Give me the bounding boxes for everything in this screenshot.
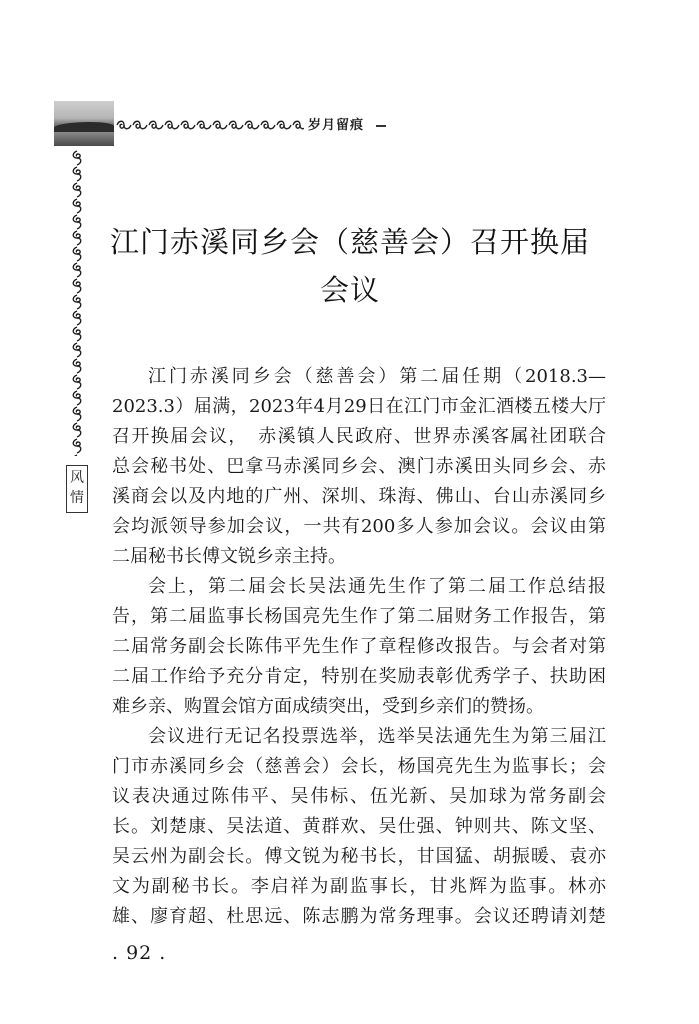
- body-line: 会均派领导参加会议，一共有200多人参加会议。会议由第: [112, 516, 606, 537]
- body-line: 文为副秘书长。李启祥为副监事长，甘兆辉为监事。林亦: [112, 876, 606, 897]
- body-line: 会上，第二届会长吴法通先生作了第二届工作总结报: [148, 576, 606, 597]
- body-line: 二届常务副会长陈伟平先生作了章程修改报告。与会者对第: [112, 636, 606, 657]
- body-line: 2023.3）届满，2023年4月29日在江门市金汇酒楼五楼大厅: [112, 396, 606, 417]
- horizontal-ornament-border: [116, 119, 304, 131]
- body-line: 雄、廖育超、杜思远、陈志鹏为常务理事。会议还聘请刘楚: [112, 906, 606, 927]
- side-label-char-2: 情: [70, 490, 84, 506]
- body-line: 告，第二届监事长杨国亮先生作了第二届财务工作报告，第: [112, 606, 606, 627]
- body-line: 总会秘书处、巴拿马赤溪同乡会、澳门赤溪田头同乡会、赤: [112, 456, 606, 477]
- body-line: 吴云州为副会长。傅文锐为秘书长，甘国猛、胡振暖、袁亦: [112, 846, 606, 867]
- page-number: . 92 .: [112, 942, 167, 964]
- body-line: 召开换届会议， 赤溪镇人民政府、世界赤溪客属社团联合: [112, 426, 606, 447]
- header-photo: [54, 101, 114, 146]
- side-label-char-1: 风: [70, 470, 84, 486]
- article-title-line-1: 江门赤溪同乡会（慈善会）召开换届: [109, 225, 590, 259]
- body-line: 二届秘书长傅文锐乡亲主持。: [112, 546, 346, 567]
- body-line: 议表决通过陈伟平、吴伟标、伍光新、吴加球为常务副会: [112, 786, 606, 807]
- section-label: 岁月留痕: [308, 118, 365, 133]
- section-rule: [376, 125, 386, 127]
- article-title-line-2: 会议: [319, 273, 380, 307]
- body-line: 难乡亲、购置会馆方面成绩突出，受到乡亲们的赞扬。: [112, 696, 544, 717]
- body-line: 二届工作给予充分肯定，特别在奖励表彰优秀学子、扶助困: [112, 666, 606, 687]
- vertical-ornament-border: [70, 150, 84, 456]
- body-line: 溪商会以及内地的广州、深圳、珠海、佛山、台山赤溪同乡: [112, 486, 606, 507]
- body-line: 江门赤溪同乡会（慈善会）第二届任期（2018.3—: [148, 366, 606, 387]
- body-line: 会议进行无记名投票选举，选举吴法通先生为第三届江: [148, 726, 606, 747]
- side-category-label: [66, 465, 88, 513]
- body-line: 门市赤溪同乡会（慈善会）会长，杨国亮先生为监事长；会: [112, 756, 606, 777]
- body-line: 长。刘楚康、吴法道、黄群欢、吴仕强、钟则共、陈文坚、: [112, 816, 606, 837]
